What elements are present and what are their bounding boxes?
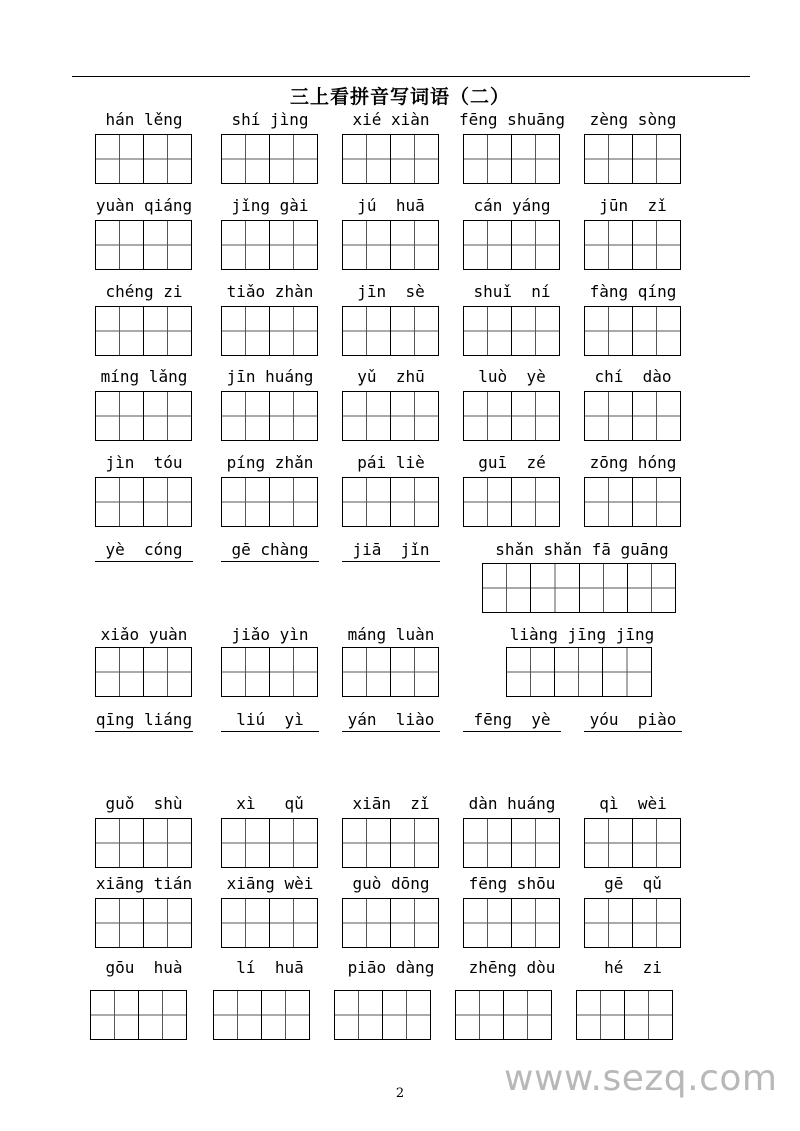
tianzige-cell[interactable]	[632, 221, 680, 269]
tianzige-cell[interactable]	[343, 478, 390, 526]
writing-grid[interactable]	[95, 220, 192, 270]
tianzige-cell[interactable]	[269, 819, 317, 867]
pinyin-label: míng lǎng	[100, 367, 188, 386]
pinyin-label: lí huā	[236, 958, 304, 977]
tianzige-cell[interactable]	[222, 307, 269, 355]
pinyin-label: liú yì	[236, 710, 304, 729]
pinyin-label: jīn huáng	[226, 367, 314, 386]
tianzige-cell[interactable]	[96, 392, 143, 440]
tianzige-cell[interactable]	[96, 819, 143, 867]
tianzige-cell[interactable]	[143, 221, 191, 269]
writing-grid[interactable]	[213, 990, 310, 1040]
writing-grid[interactable]	[584, 818, 681, 868]
tianzige-cell[interactable]	[343, 307, 390, 355]
tianzige-cell[interactable]	[511, 135, 559, 183]
tianzige-cell[interactable]	[214, 991, 261, 1039]
pinyin-label: luò yè	[478, 367, 546, 386]
writing-grid[interactable]	[455, 990, 552, 1040]
pinyin-label: xiāng wèi	[226, 874, 314, 893]
writing-grid[interactable]	[95, 818, 192, 868]
writing-grid[interactable]	[90, 990, 187, 1040]
pinyin-label: qīng liáng	[95, 710, 193, 729]
answer-underline[interactable]	[342, 731, 440, 732]
tianzige-cell[interactable]	[511, 221, 559, 269]
pinyin-label: guī zé	[478, 453, 546, 472]
pinyin-label: cán yáng	[473, 196, 551, 215]
watermark: www.sezq.com	[504, 1058, 778, 1099]
pinyin-label: jūn zǐ	[599, 196, 667, 215]
pinyin-label: jiā jǐn	[352, 540, 430, 559]
answer-underline[interactable]	[221, 731, 319, 732]
writing-grid[interactable]	[221, 391, 318, 441]
tianzige-cell[interactable]	[343, 648, 390, 696]
tianzige-cell[interactable]	[624, 991, 672, 1039]
tianzige-cell[interactable]	[456, 991, 503, 1039]
tianzige-cell[interactable]	[138, 991, 186, 1039]
tianzige-cell[interactable]	[96, 135, 143, 183]
writing-grid[interactable]	[584, 391, 681, 441]
tianzige-cell[interactable]	[390, 899, 438, 947]
tianzige-cell[interactable]	[585, 478, 632, 526]
answer-underline[interactable]	[95, 731, 193, 732]
tianzige-cell[interactable]	[269, 221, 317, 269]
tianzige-cell[interactable]	[343, 135, 390, 183]
writing-grid[interactable]	[342, 220, 439, 270]
tianzige-cell[interactable]	[464, 899, 511, 947]
tianzige-cell[interactable]	[390, 648, 438, 696]
writing-grid[interactable]	[584, 220, 681, 270]
pinyin-label: fēng yè	[473, 710, 551, 729]
tianzige-cell[interactable]	[222, 392, 269, 440]
answer-underline[interactable]	[342, 561, 440, 562]
tianzige-cell[interactable]	[343, 819, 390, 867]
writing-grid[interactable]	[221, 477, 318, 527]
pinyin-label: shuǐ ní	[473, 282, 551, 301]
pinyin-label: jǐng gài	[231, 196, 309, 215]
tianzige-cell[interactable]	[390, 307, 438, 355]
tianzige-cell[interactable]	[222, 819, 269, 867]
top-rule	[72, 76, 750, 77]
tianzige-cell[interactable]	[511, 478, 559, 526]
tianzige-cell[interactable]	[632, 392, 680, 440]
pinyin-label: shí jìng	[231, 110, 309, 129]
tianzige-cell[interactable]	[554, 648, 602, 696]
pinyin-label: máng luàn	[347, 625, 435, 644]
pinyin-label: yè cóng	[105, 540, 183, 559]
tianzige-cell[interactable]	[335, 991, 382, 1039]
tianzige-cell[interactable]	[222, 478, 269, 526]
writing-grid[interactable]	[342, 898, 439, 948]
writing-grid[interactable]	[342, 134, 439, 184]
tianzige-cell[interactable]	[632, 819, 680, 867]
answer-underline[interactable]	[221, 561, 319, 562]
tianzige-cell[interactable]	[96, 478, 143, 526]
tianzige-cell[interactable]	[222, 221, 269, 269]
pinyin-label: xiān zǐ	[352, 794, 430, 813]
tianzige-cell[interactable]	[602, 648, 650, 696]
pinyin-label: pái liè	[357, 453, 425, 472]
writing-grid[interactable]	[342, 477, 439, 527]
pinyin-label: fàng qíng	[589, 282, 677, 301]
writing-grid[interactable]	[463, 818, 560, 868]
tianzige-cell[interactable]	[483, 564, 530, 612]
tianzige-cell[interactable]	[222, 899, 269, 947]
tianzige-cell[interactable]	[390, 221, 438, 269]
writing-grid[interactable]	[463, 391, 560, 441]
writing-grid[interactable]	[342, 818, 439, 868]
tianzige-cell[interactable]	[269, 648, 317, 696]
tianzige-cell[interactable]	[585, 221, 632, 269]
tianzige-cell[interactable]	[96, 648, 143, 696]
tianzige-cell[interactable]	[143, 478, 191, 526]
pinyin-label: chéng zi	[105, 282, 183, 301]
tianzige-cell[interactable]	[269, 899, 317, 947]
tianzige-cell[interactable]	[507, 648, 554, 696]
writing-grid[interactable]	[584, 134, 681, 184]
tianzige-cell[interactable]	[343, 392, 390, 440]
pinyin-label: guǒ shù	[105, 794, 183, 813]
writing-grid[interactable]	[221, 818, 318, 868]
tianzige-cell[interactable]	[269, 478, 317, 526]
writing-grid[interactable]	[95, 134, 192, 184]
writing-grid[interactable]	[463, 898, 560, 948]
tianzige-cell[interactable]	[96, 221, 143, 269]
writing-grid[interactable]	[506, 647, 652, 697]
tianzige-cell[interactable]	[464, 478, 511, 526]
writing-grid[interactable]	[584, 898, 681, 948]
tianzige-cell[interactable]	[464, 392, 511, 440]
writing-grid[interactable]	[463, 220, 560, 270]
writing-grid[interactable]	[342, 306, 439, 356]
pinyin-label: xì qǔ	[236, 794, 304, 813]
writing-grid[interactable]	[95, 647, 192, 697]
tianzige-cell[interactable]	[96, 899, 143, 947]
tianzige-cell[interactable]	[632, 899, 680, 947]
tianzige-cell[interactable]	[577, 991, 624, 1039]
tianzige-cell[interactable]	[269, 392, 317, 440]
pinyin-label: zhēng dòu	[468, 958, 556, 977]
tianzige-cell[interactable]	[343, 221, 390, 269]
pinyin-label: jīn sè	[357, 282, 425, 301]
tianzige-cell[interactable]	[261, 991, 309, 1039]
tianzige-cell[interactable]	[143, 648, 191, 696]
writing-grid[interactable]	[221, 647, 318, 697]
pinyin-label: tiǎo zhàn	[226, 282, 314, 301]
tianzige-cell[interactable]	[390, 819, 438, 867]
tianzige-cell[interactable]	[269, 307, 317, 355]
writing-grid[interactable]	[95, 477, 192, 527]
tianzige-cell[interactable]	[464, 135, 511, 183]
pinyin-label: xiǎo yuàn	[100, 625, 188, 644]
tianzige-cell[interactable]	[585, 392, 632, 440]
pinyin-label: qì wèi	[599, 794, 667, 813]
answer-underline[interactable]	[463, 731, 561, 732]
tianzige-cell[interactable]	[585, 135, 632, 183]
pinyin-label: jiǎo yìn	[231, 625, 309, 644]
writing-grid[interactable]	[482, 563, 676, 613]
tianzige-cell[interactable]	[143, 899, 191, 947]
tianzige-cell[interactable]	[464, 307, 511, 355]
tianzige-cell[interactable]	[390, 135, 438, 183]
pinyin-label: piāo dàng	[347, 958, 435, 977]
pinyin-label: yóu piào	[589, 710, 677, 729]
page-number: 2	[395, 1086, 405, 1101]
pinyin-label: hé zi	[604, 958, 662, 977]
tianzige-cell[interactable]	[530, 564, 578, 612]
pinyin-label: guò dōng	[352, 874, 430, 893]
tianzige-cell[interactable]	[511, 392, 559, 440]
tianzige-cell[interactable]	[222, 648, 269, 696]
tianzige-cell[interactable]	[503, 991, 551, 1039]
tianzige-cell[interactable]	[464, 221, 511, 269]
tianzige-cell[interactable]	[222, 135, 269, 183]
tianzige-cell[interactable]	[390, 392, 438, 440]
pinyin-label: yuàn qiáng	[95, 196, 193, 215]
writing-grid[interactable]	[463, 306, 560, 356]
pinyin-label: zōng hóng	[589, 453, 677, 472]
pinyin-label: zèng sòng	[589, 110, 677, 129]
tianzige-cell[interactable]	[585, 307, 632, 355]
tianzige-cell[interactable]	[464, 819, 511, 867]
writing-grid[interactable]	[334, 990, 431, 1040]
tianzige-cell[interactable]	[91, 991, 138, 1039]
pinyin-label: shǎn shǎn fā guāng	[495, 540, 669, 559]
writing-grid[interactable]	[463, 477, 560, 527]
writing-grid[interactable]	[342, 647, 439, 697]
tianzige-cell[interactable]	[585, 899, 632, 947]
pinyin-label: gōu huà	[105, 958, 183, 977]
tianzige-cell[interactable]	[143, 392, 191, 440]
page-title: 三上看拼音写词语（二）	[289, 86, 510, 108]
writing-grid[interactable]	[463, 134, 560, 184]
tianzige-cell[interactable]	[511, 819, 559, 867]
writing-grid[interactable]	[95, 898, 192, 948]
writing-grid[interactable]	[584, 306, 681, 356]
answer-underline[interactable]	[584, 731, 682, 732]
writing-grid[interactable]	[95, 306, 192, 356]
pinyin-label: jìn tóu	[105, 453, 183, 472]
tianzige-cell[interactable]	[632, 307, 680, 355]
writing-grid[interactable]	[221, 220, 318, 270]
tianzige-cell[interactable]	[632, 478, 680, 526]
writing-grid[interactable]	[221, 898, 318, 948]
tianzige-cell[interactable]	[511, 307, 559, 355]
tianzige-cell[interactable]	[511, 899, 559, 947]
tianzige-cell[interactable]	[269, 135, 317, 183]
pinyin-label: píng zhǎn	[226, 453, 314, 472]
pinyin-label: xié xiàn	[352, 110, 430, 129]
tianzige-cell[interactable]	[143, 819, 191, 867]
pinyin-label: dàn huáng	[468, 794, 556, 813]
writing-grid[interactable]	[95, 391, 192, 441]
writing-grid[interactable]	[221, 134, 318, 184]
pinyin-label: yǔ zhū	[357, 367, 425, 386]
tianzige-cell[interactable]	[585, 819, 632, 867]
answer-underline[interactable]	[95, 561, 193, 562]
pinyin-label: gē qǔ	[604, 874, 662, 893]
tianzige-cell[interactable]	[390, 478, 438, 526]
pinyin-label: fēng shuāng	[459, 110, 565, 129]
pinyin-label: chí dào	[594, 367, 672, 386]
tianzige-cell[interactable]	[382, 991, 430, 1039]
pinyin-label: xiāng tián	[95, 874, 193, 893]
pinyin-label: gē chàng	[231, 540, 309, 559]
tianzige-cell[interactable]	[343, 899, 390, 947]
pinyin-label: hán lěng	[105, 110, 183, 129]
pinyin-label: yán liào	[347, 710, 435, 729]
pinyin-label: fēng shōu	[468, 874, 556, 893]
pinyin-label: liàng jīng jīng	[509, 625, 655, 644]
tianzige-cell[interactable]	[627, 564, 675, 612]
tianzige-cell[interactable]	[632, 135, 680, 183]
writing-grid[interactable]	[221, 306, 318, 356]
tianzige-cell[interactable]	[143, 135, 191, 183]
writing-grid[interactable]	[584, 477, 681, 527]
tianzige-cell[interactable]	[579, 564, 627, 612]
writing-grid[interactable]	[342, 391, 439, 441]
writing-grid[interactable]	[576, 990, 673, 1040]
tianzige-cell[interactable]	[143, 307, 191, 355]
tianzige-cell[interactable]	[96, 307, 143, 355]
pinyin-label: jú huā	[357, 196, 425, 215]
